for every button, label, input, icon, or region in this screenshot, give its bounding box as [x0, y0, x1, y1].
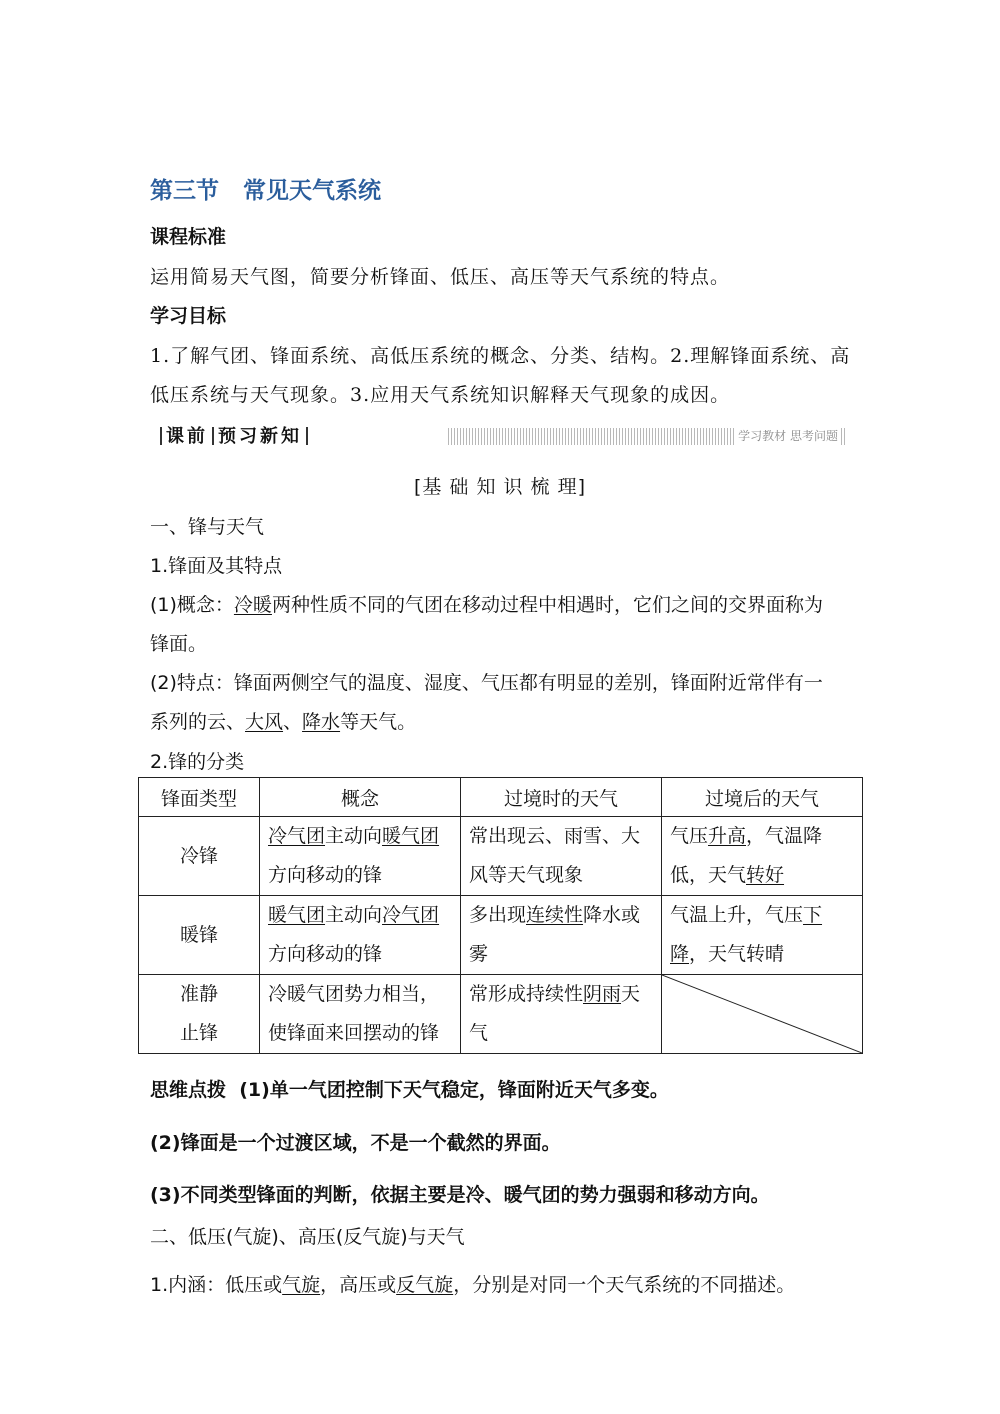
cold-concept-blank-2: 暖气团 [382, 825, 440, 847]
warm-after-blank-2: 降 [670, 943, 690, 965]
feature-blank-1: 大风 [245, 711, 284, 733]
table-header-row [139, 778, 863, 817]
concept-line-1 [150, 590, 823, 617]
header-concept: 概念 [260, 778, 461, 817]
standard-heading: 课程标准 [150, 226, 227, 248]
stationary-during-text-2: 天 [621, 983, 641, 1005]
cold-front-concept [260, 817, 461, 896]
warm-concept-blank-1: 暖气团 [268, 904, 326, 926]
concept-prefix: (1)概念： [150, 594, 234, 616]
concept-rest: 两种性质不同的气团在移动过程中相遇时，它们之间的交界面称为 [271, 594, 823, 616]
standard-text: 运用简易天气图，简要分析锋面、低压、高压等天气系统的特点。 [150, 266, 731, 288]
stationary-front-during [461, 975, 662, 1054]
part2-text-2: ，高压或 [320, 1274, 397, 1296]
tips-line-1 [150, 1075, 669, 1102]
page-title [150, 172, 381, 205]
part2-text-3: ，分别是对同一个天气系统的不同描述。 [453, 1274, 796, 1296]
banner-part-2: 预习新知 [218, 426, 302, 447]
goals-line-2: 低压系统与天气现象。3.应用天气系统知识解释天气现象的成因。 [150, 384, 731, 406]
feature-sep: 、 [283, 711, 303, 733]
stationary-front-after-empty [662, 975, 863, 1054]
warm-during-line-2: 雾 [469, 943, 489, 965]
part2-text-1: 1.内涵：低压或 [150, 1274, 283, 1296]
cold-after-blank-2: 转好 [746, 864, 785, 886]
tips-label: 思维点拨 [150, 1079, 227, 1101]
cold-after-text-1: 气压 [670, 825, 709, 847]
cold-front-after [662, 817, 863, 896]
stationary-concept-line-1: 冷暖气团势力相当， [268, 983, 440, 1005]
warm-front-after [662, 896, 863, 975]
banner-hint: 学习教材 思考问题 [735, 428, 841, 445]
tips-p2: (2)锋面是一个过渡区域，不是一个截然的界面。 [150, 1132, 561, 1154]
header-after: 过境后的天气 [662, 778, 863, 817]
section-number: 第三节 [150, 178, 219, 204]
stationary-during-line-2: 气 [469, 1022, 489, 1044]
cold-concept-text-1: 主动向 [325, 825, 383, 847]
banner-label [150, 424, 312, 450]
cold-during-line-1: 常出现云、雨雪、大 [469, 825, 641, 847]
feature-blank-2: 降水 [302, 711, 341, 733]
stationary-name-line-1: 准静 [179, 983, 218, 1005]
table-row-warm [139, 896, 863, 975]
warm-front-during [461, 896, 662, 975]
table-row-stationary [139, 975, 863, 1054]
warm-concept-blank-2: 冷气团 [382, 904, 440, 926]
cold-after-blank-1: 升高 [708, 825, 747, 847]
warm-after-text-2: ，天气转晴 [689, 943, 785, 965]
warm-after-blank-1: 下 [803, 904, 823, 926]
feature-line-1: (2)特点：锋面两侧空气的温度、湿度、气压都有明显的差别，锋面附近常伴有一 [150, 672, 823, 694]
stationary-front-concept [260, 975, 461, 1054]
stationary-during-blank-1: 阴雨 [583, 983, 622, 1005]
stationary-front-name [139, 975, 260, 1054]
part2-blank-2: 反气旋 [396, 1274, 454, 1296]
concept-line-2: 锋面。 [150, 633, 208, 655]
stationary-during-text-1: 常形成持续性 [469, 983, 584, 1005]
diagonal-slash [662, 975, 862, 1053]
front-table [138, 777, 863, 1054]
feature-line-2 [150, 707, 416, 734]
goals-line-1: 1.了解气团、锋面系统、高低压系统的概念、分类、结构。2.理解锋面系统、高 [150, 345, 851, 367]
cold-concept-blank-1: 冷气团 [268, 825, 326, 847]
table-row-cold [139, 817, 863, 896]
section-name: 常见天气系统 [243, 178, 381, 204]
warm-concept-line-2: 方向移动的锋 [268, 943, 383, 965]
warm-during-text-1: 多出现 [469, 904, 527, 926]
feature-pre: 系列的云、 [150, 711, 246, 733]
tips-p3: (3)不同类型锋面的判断，依据主要是冷、暖气团的势力强弱和移动方向。 [150, 1184, 770, 1206]
part1-sub1: 1.锋面及其特点 [150, 555, 283, 577]
cold-after-text-2: ，气温降 [746, 825, 823, 847]
feature-post: 等天气。 [340, 711, 417, 733]
part1-sub2: 2.锋的分类 [150, 751, 245, 773]
cold-after-text-3: 低，天气 [670, 864, 747, 886]
tips-p1: (1)单一气团控制下天气稳定，锋面附近天气多变。 [239, 1079, 669, 1101]
cold-front-during [461, 817, 662, 896]
warm-concept-text-1: 主动向 [325, 904, 383, 926]
part2-blank-1: 气旋 [282, 1274, 321, 1296]
header-during: 过境时的天气 [461, 778, 662, 817]
stationary-name-line-2: 止锋 [179, 1022, 218, 1044]
warm-front-name: 暖锋 [139, 896, 260, 975]
center-heading: [基 础 知 识 梳 理] [413, 476, 587, 498]
stationary-concept-line-2: 使锋面来回摆动的锋 [268, 1022, 440, 1044]
header-type: 锋面类型 [139, 778, 260, 817]
part2-heading: 二、低压(气旋)、高压(反气旋)与天气 [150, 1226, 465, 1248]
goals-heading: 学习目标 [150, 305, 227, 327]
warm-during-text-2: 降水或 [583, 904, 641, 926]
concept-blank: 冷暖 [233, 594, 272, 616]
warm-front-concept [260, 896, 461, 975]
warm-during-blank-1: 连续性 [526, 904, 584, 926]
section-banner [150, 424, 845, 450]
cold-concept-line-2: 方向移动的锋 [268, 864, 383, 886]
warm-after-text-1: 气温上升，气压 [670, 904, 804, 926]
part2-line-1 [150, 1270, 795, 1297]
banner-part-1: 课前 [166, 426, 208, 447]
cold-front-name: 冷锋 [139, 817, 260, 896]
cold-during-line-2: 风等天气现象 [469, 864, 584, 886]
part1-heading: 一、锋与天气 [150, 516, 265, 538]
